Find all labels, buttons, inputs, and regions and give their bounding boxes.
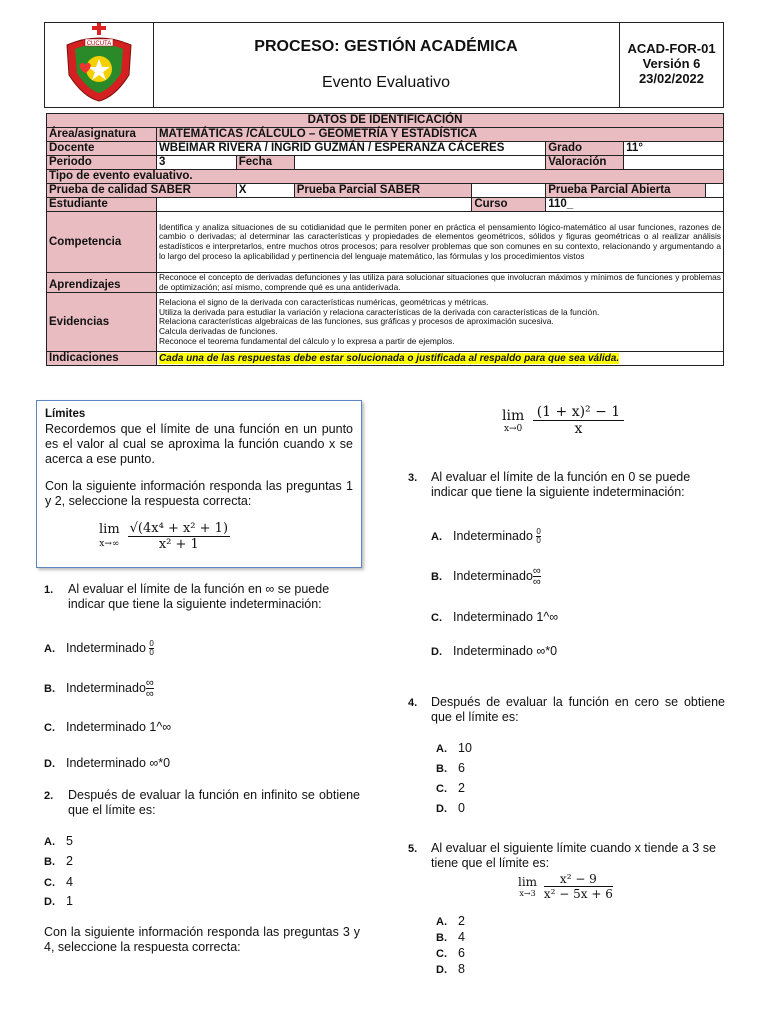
option-text: 8 xyxy=(458,962,465,976)
box-intro: Recordemos que el límite de una función en un punto es el valor al cual se aproxima la función cuando x se acerca a ese punto. xyxy=(45,422,353,466)
fraction xyxy=(533,566,541,587)
option-text: 2 xyxy=(458,781,465,795)
formula-num: x² − 9 xyxy=(544,872,613,887)
formula-den: x² + 1 xyxy=(158,537,199,552)
formula-lim: lim xyxy=(502,407,525,424)
option-text: 6 xyxy=(458,761,465,775)
frac-den: 0 xyxy=(149,648,154,657)
doc-version: Versión 6 xyxy=(642,56,701,71)
q1-option-d[interactable] xyxy=(44,756,170,770)
svg-text:CUCUTA: CUCUTA xyxy=(86,41,112,47)
formula-2 xyxy=(502,404,624,437)
periodo-value: 3 xyxy=(156,156,236,170)
q2-option-a[interactable] xyxy=(44,834,73,848)
identification-table xyxy=(46,113,724,366)
formula-sub: x→0 xyxy=(503,423,523,434)
estudiante-label: Estudiante xyxy=(47,198,157,212)
process-title: PROCESO: GESTIÓN ACADÉMICA xyxy=(254,38,518,55)
option-text: 6 xyxy=(458,946,465,960)
q2-number: 2. xyxy=(44,790,54,802)
fraction xyxy=(149,640,153,657)
option-text: 2 xyxy=(458,914,465,928)
option-letter: C. xyxy=(44,722,55,734)
q5-option-b[interactable] xyxy=(436,930,465,944)
option-text: Indeterminado 1^∞ xyxy=(66,720,172,734)
header-title-cell xyxy=(153,23,620,107)
q1-option-c[interactable] xyxy=(44,720,171,734)
formula-num: (1 + x)² − 1 xyxy=(533,404,625,421)
q5-option-c[interactable] xyxy=(436,946,465,960)
option-text: 4 xyxy=(66,875,73,889)
docente-label: Docente xyxy=(47,142,157,156)
formula-den: x xyxy=(574,421,583,437)
q4-option-a[interactable] xyxy=(436,741,472,755)
valoracion-label: Valoración xyxy=(546,156,624,170)
header-code-cell xyxy=(619,23,724,107)
formula-sub: x→3 xyxy=(519,889,536,898)
q4-text: Después de evaluar la función en cero se obtiene que el límite es: xyxy=(431,695,725,724)
q4-option-c[interactable] xyxy=(436,781,465,795)
q3-option-d[interactable] xyxy=(431,644,557,658)
q3-option-c[interactable] xyxy=(431,610,558,624)
frac-den: ∞ xyxy=(145,688,154,700)
q5-number: 5. xyxy=(408,843,418,855)
q2-option-b[interactable] xyxy=(44,854,73,868)
option-letter: C. xyxy=(436,783,447,795)
tipo-label: Tipo de evento evaluativo. xyxy=(47,170,724,184)
school-logo xyxy=(45,23,154,107)
prueba-parcial-label: Prueba Parcial SABER xyxy=(294,184,472,198)
option-text: Indeterminado ∞*0 xyxy=(453,644,558,658)
doc-code: ACAD-FOR-01 xyxy=(627,41,716,56)
evidencia-item: Utiliza la derivada para estudiar la variación y relaciona características de la derivada con características de la función. xyxy=(158,306,600,317)
option-letter: D. xyxy=(431,646,442,658)
curso-label: Curso xyxy=(472,198,546,212)
option-letter: A. xyxy=(436,743,447,755)
option-text: Indeterminado xyxy=(453,528,533,543)
formula-den: x² − 5x + 6 xyxy=(543,887,613,901)
indicaciones-text: Cada una de las respuestas debe estar solucionada o justificada al respaldo para que sea válida. xyxy=(158,353,620,365)
indicaciones-label: Indicaciones xyxy=(47,352,157,366)
option-letter: B. xyxy=(436,763,447,775)
option-text: 4 xyxy=(458,930,465,944)
frac-num: 0 xyxy=(536,527,541,536)
prueba-calidad-label: Prueba de calidad SABER xyxy=(47,184,237,198)
prueba-abierta-mark[interactable] xyxy=(705,184,723,198)
option-letter: A. xyxy=(431,530,442,543)
fraction xyxy=(536,528,540,545)
option-text: 10 xyxy=(458,741,472,755)
option-letter: D. xyxy=(436,964,447,976)
formula-5 xyxy=(518,872,613,901)
q1-number: 1. xyxy=(44,584,54,596)
evidencia-item: Calcula derivadas de funciones. xyxy=(158,325,278,336)
prueba-parcial-mark[interactable] xyxy=(472,184,546,198)
q3-text: Al evaluar el límite de la función en 0 se puede indicar que tiene la siguiente indeterminación: xyxy=(431,470,691,499)
prueba-calidad-mark[interactable]: X xyxy=(236,184,294,198)
aprendizajes-text: Reconoce el concepto de derivadas defunciones y las utiliza para solucionar situaciones que involucran máximos y mínimos de funciones y problemas de optimización; así mismo, comprende qué es una antiderivada. xyxy=(156,273,723,293)
document-header xyxy=(44,22,724,108)
option-letter: D. xyxy=(436,803,447,815)
evidencias-label: Evidencias xyxy=(47,293,157,352)
frac-den: ∞ xyxy=(532,576,541,588)
event-title: Evento Evaluativo xyxy=(321,74,451,91)
option-text: 2 xyxy=(66,854,73,868)
q1-option-b[interactable] xyxy=(44,678,154,699)
q1-option-a[interactable] xyxy=(44,640,154,657)
option-text: Indeterminado xyxy=(66,640,146,655)
option-letter: A. xyxy=(436,916,447,928)
periodo-label: Periodo xyxy=(47,156,157,170)
option-letter: A. xyxy=(44,836,55,848)
frac-den: 0 xyxy=(536,536,541,545)
formula-sub: x→∞ xyxy=(99,538,120,549)
option-letter: B. xyxy=(431,570,442,583)
box-formula xyxy=(99,521,230,552)
option-letter: C. xyxy=(431,612,442,624)
q1-text: Al evaluar el límite de la función en ∞ se puede indicar que tiene la siguiente indeterminación: xyxy=(68,582,330,611)
grado-label: Grado xyxy=(546,142,624,156)
formula-lim: lim xyxy=(518,875,538,889)
estudiante-field[interactable] xyxy=(156,198,471,212)
option-letter: C. xyxy=(436,948,447,960)
option-letter: D. xyxy=(44,758,55,770)
q2-option-d[interactable] xyxy=(44,894,73,908)
option-text: 1 xyxy=(66,894,73,908)
evidencia-item: Relaciona características algebraicas de las funciones, sus gráficas y procesos de aproximación sucesiva. xyxy=(158,316,554,327)
valoracion-field[interactable] xyxy=(624,156,724,170)
q2-text: Después de evaluar la función en infinito se obtiene que el límite es: xyxy=(68,788,360,817)
formula-lim: lim xyxy=(99,521,120,537)
aprendizajes-label: Aprendizajes xyxy=(47,273,157,293)
q5-option-a[interactable] xyxy=(436,914,465,928)
option-letter: B. xyxy=(44,856,55,868)
option-letter: D. xyxy=(44,896,55,908)
option-text: Indeterminado ∞*0 xyxy=(66,756,171,770)
q4-option-b[interactable] xyxy=(436,761,465,775)
area-label: Área/asignatura xyxy=(47,128,157,142)
doc-date: 23/02/2022 xyxy=(638,71,705,86)
q3-number: 3. xyxy=(408,472,418,484)
frac-num: ∞ xyxy=(145,677,154,689)
option-letter: B. xyxy=(44,682,55,695)
evidencia-item: Reconoce el teorema fundamental del cálculo y lo expresa a partir de ejemplos. xyxy=(158,335,455,346)
table-heading: DATOS DE IDENTIFICACIÓN xyxy=(47,114,724,128)
option-text: 5 xyxy=(66,834,73,848)
frac-num: ∞ xyxy=(532,565,541,577)
option-text: Indeterminado 1^∞ xyxy=(453,610,559,624)
area-value: MATEMÁTICAS /CÁLCULO – GEOMETRÍA Y ESTADÍSTICA xyxy=(156,128,723,142)
q4-number: 4. xyxy=(408,697,418,709)
option-letter: C. xyxy=(44,877,55,889)
q5-text: Al evaluar el siguiente límite cuando x tiende a 3 se tiene que el límite es: xyxy=(431,841,716,870)
fraction xyxy=(146,678,154,699)
box-title: Límites xyxy=(45,408,86,420)
evidencia-item: Relaciona el signo de la derivada con características numéricas, geométricas y métricas. xyxy=(158,297,489,308)
option-text: Indeterminado xyxy=(66,680,146,695)
school-shield-icon xyxy=(45,23,153,107)
instruction-q3-q4: Con la siguiente información responda las preguntas 3 y 4, seleccione la respuesta correcta: xyxy=(44,925,360,954)
limits-info-box xyxy=(36,400,362,568)
fecha-field[interactable] xyxy=(294,156,546,170)
competencia-text: Identifica y analiza situaciones de su cotidianidad que le permiten poner en práctica el pensamiento lógico-matemático al usar funciones, razones de cambio o derivadas; al determinar las características y propiedades de elementos geométricos, sólidos y figuras geométricas o al realizar análisis estadísticos e interpretarlos, entre muchos otros procesos; para resolver problemas que son comunes en su contexto, relacionando y argumentando a lo largo del proceso la aplicabilidad y pertinencia del lenguaje matemático, las fórmulas y los procedimientos vistos xyxy=(156,212,723,273)
formula-num: √(4x⁴ + x² + 1) xyxy=(129,521,229,536)
q3-option-b[interactable] xyxy=(431,566,541,587)
box-instruction: Con la siguiente información responda las preguntas 1 y 2, seleccione la respuesta correcta: xyxy=(45,479,353,508)
curso-value[interactable]: 110_ xyxy=(546,198,724,212)
grado-value: 11° xyxy=(624,142,724,156)
frac-num: 0 xyxy=(149,639,154,648)
prueba-abierta-label: Prueba Parcial Abierta xyxy=(546,184,706,198)
q2-option-c[interactable] xyxy=(44,875,73,889)
q3-option-a[interactable] xyxy=(431,528,541,545)
option-text: 0 xyxy=(458,801,465,815)
q5-option-d[interactable] xyxy=(436,962,465,976)
docente-value: WBEIMAR RIVERA / INGRID GUZMÁN / ESPERANZA CÁCERES xyxy=(156,142,545,156)
option-letter: A. xyxy=(44,642,55,655)
q4-option-d[interactable] xyxy=(436,801,465,815)
option-letter: B. xyxy=(436,932,447,944)
fecha-label: Fecha xyxy=(236,156,294,170)
competencia-label: Competencia xyxy=(47,212,157,273)
evidencias-list xyxy=(156,293,723,352)
option-text: Indeterminado xyxy=(453,568,533,583)
